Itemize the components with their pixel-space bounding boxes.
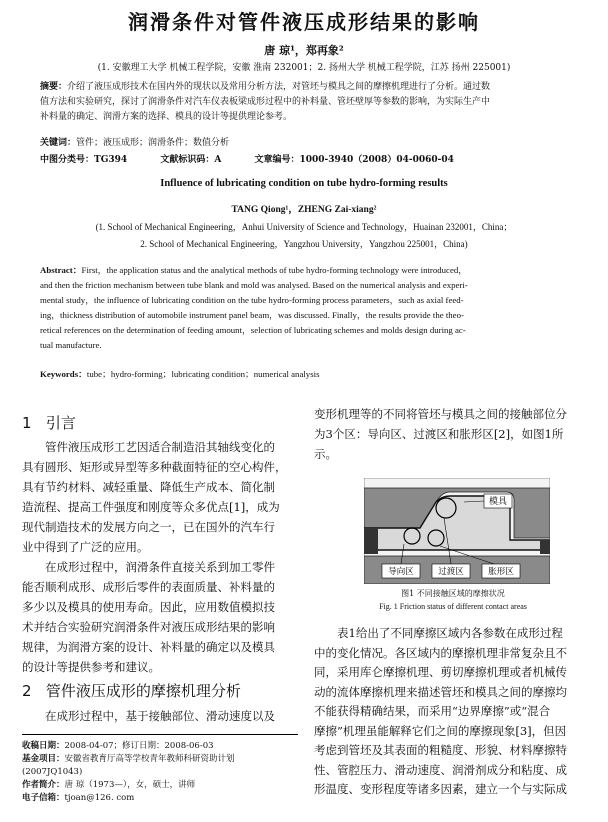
body-line: 变形机理等的不同将管坯与模具之间的接触部位分	[314, 407, 567, 421]
keywords-cn-text: 管件；液压成形；润滑条件；数值分析	[76, 138, 230, 148]
figure-1-diagram	[364, 478, 550, 584]
footnote-divider	[22, 734, 298, 735]
right-column-body	[314, 624, 592, 800]
paper-title-cn: 润滑条件对管件液压成形结果的影响	[128, 10, 480, 34]
body-line: 中的变化情况。各区域内的摩擦机理非常复杂且不	[314, 645, 567, 660]
body-line: 摩擦”机理虽能解释它们之间的摩擦现象[3]，但因	[314, 723, 567, 738]
zone-transition-label: 过渡区	[438, 567, 464, 577]
abstract-cn	[40, 80, 570, 125]
mold-label: 模具	[488, 497, 508, 507]
zone-bulge-label: 胀形区	[488, 567, 514, 577]
keywords-cn	[40, 136, 229, 151]
body-line: 示。	[314, 447, 337, 461]
right-column-intro	[314, 404, 592, 464]
body-line: 管件液压成形工艺因适合制造沿其轴线变化的	[45, 440, 275, 454]
axial-punch-right	[540, 540, 550, 554]
abstract-en	[40, 263, 570, 353]
classification-meta	[40, 152, 484, 165]
section-1-para-2	[22, 557, 298, 677]
body-line: 同，采用库仑摩擦机理、剪切摩擦机理或者机械传	[314, 665, 567, 679]
clc-number: 中图分类号：TG394	[40, 155, 128, 165]
affiliation-cn: (1. 安徽理工大学 机械工程学院，安徽 淮南 232001；2. 扬州大学 机械工程学院，江苏 扬州 225001)	[97, 63, 511, 73]
body-line: 现代制造技术的发展方向之一，已在国外的汽车行	[22, 520, 275, 534]
footnote-label: 电子信箱：	[22, 793, 65, 803]
body-line: 造流程、提高工件强度和刚度等众多优点[1]，成为	[22, 500, 280, 514]
keywords-en-text: tube；hydro-forming；lubricating condition；numerical analysis	[86, 369, 320, 379]
footnotes	[22, 740, 298, 805]
footnote-text: 2008-04-07；修订日期：2008-06-03	[64, 741, 214, 751]
section-title: 引言	[45, 414, 76, 432]
figure-1-caption-cn: 图1 不同接触区域的摩擦状况	[401, 589, 505, 598]
body-line: 规律，为润滑方案的设计、补料量的确定以及模具	[22, 640, 275, 654]
keywords-cn-label: 关键词：	[40, 138, 77, 148]
authors-en: TANG Qiong¹，ZHENG Zai-xiang²	[231, 205, 377, 215]
section-2-para-1: 在成形过程中，基于接触部位、滑动速度以及	[45, 709, 275, 723]
section-1-para-1	[22, 437, 298, 557]
abstract-en-line: and then the friction mechanism between tube blank and mold was analysed. Based on the numerical analysis and experi-	[40, 280, 468, 290]
abstract-en-line: retical references on the determination of feeding amount，selection of lubricating schemes and molds design during ac-	[40, 325, 466, 335]
body-line: 为3个区：导向区、过渡区和胀形区[2]，如图1所	[314, 427, 564, 441]
document-code: 文献标识码：A	[160, 155, 222, 165]
body-line: 多少以及模具的使用寿命。因此，应用数值模拟技	[22, 600, 275, 614]
keywords-en-label: Keywords：	[40, 369, 87, 379]
body-line: 性、管腔压力、滑动速度、润滑剂成分和粘度、成	[314, 762, 567, 777]
abstract-cn-line: 介绍了液压成形技术在国内外的现状以及常用分析方法，对管坯与模具之间的摩擦机理进行了分析。通过数	[67, 82, 491, 92]
section-number: 2	[22, 682, 32, 700]
body-line: 表1给出了不同摩擦区域内各参数在成形过程	[337, 626, 563, 640]
abstract-cn-line: 补料量的确定、润滑方案的选择、模具的设计等提供理论参考。	[40, 112, 293, 122]
body-line: 考虑到管坯及其表面的粗糙度、形貌、材料摩擦特	[314, 743, 567, 757]
keywords-en	[40, 367, 320, 380]
affiliation-en-line: 2. School of Mechanical Engineering，Yangzhou University，Yangzhou 225001，China)	[140, 239, 468, 249]
abstract-en-label: Abstract：	[40, 265, 82, 275]
body-line: 具有节约材料、减轻重量、降低生产成本、简化制	[22, 480, 275, 494]
section-2-heading	[22, 680, 241, 701]
section-title: 管件液压成形的摩擦机理分析	[45, 682, 241, 700]
body-line: 动的流体摩擦机理来描述管坯和模具之间的摩擦均	[314, 684, 567, 699]
zone-guide-label: 导向区	[388, 567, 414, 577]
footnote-label: 基金项目：	[22, 754, 65, 764]
body-line: 业中得到了广泛的应用。	[22, 540, 149, 554]
body-line: 不能获得精确结果，而采用“边界摩擦”或“混合	[314, 704, 551, 718]
body-line: 能否顺利成形、成形后零件的表面质量、补料量的	[22, 580, 275, 594]
body-line: 形温度、变形程度等诸多因素，建立一个与实际成	[314, 782, 567, 796]
footnote-text: tjoan@126. com	[64, 793, 135, 803]
affiliation-en-line: (1. School of Mechanical Engineering，Anhui University of Science and Technology，Huainan 232001，China；	[95, 222, 513, 232]
abstract-cn-line: 值方法和实验研究，探讨了润滑条件对汽车仪表板梁成形过程中的补料量、管坯壁厚等参数的影响，为实际生产中	[40, 97, 491, 107]
footnote-text: 唐 琼（1973—），女，硕士，讲师	[64, 780, 196, 790]
figure-1-caption-en: Fig. 1 Friction status of different contact areas	[379, 602, 527, 611]
abstract-en-line: First，the application status and the analytical methods of tube hydro-forming technology were introduced，	[81, 265, 468, 275]
abstract-en-line: tual manufacture.	[40, 340, 102, 350]
paper-title-en: Influence of lubricating condition on tube hydro-forming results	[160, 178, 448, 189]
abstract-en-line: ing，thickness distribution of automobile instrument panel beam，was discussed. Finally，the results provide the theo-	[40, 310, 464, 320]
authors-cn: 唐 琼¹，郑再象²	[264, 44, 344, 57]
abstract-cn-label: 摘要：	[40, 82, 68, 92]
section-number: 1	[22, 414, 32, 432]
footnote-text: 安徽省教育厅高等学校青年教师科研资助计划	[64, 754, 235, 764]
axial-punch	[364, 528, 378, 554]
section-1-heading	[22, 412, 76, 433]
footnote-text: (2007JQ1043)	[22, 767, 83, 777]
abstract-en-line: mental study，the influence of lubricating condition on the tube hydro-forming process parameters，such as axial feed-	[40, 295, 464, 305]
body-line: 的设计等提供参考和建议。	[22, 660, 160, 674]
body-line: 具有圆形、矩形或异型等多种截面特征的空心构件，	[22, 460, 287, 474]
footnote-label: 收稿日期：	[22, 741, 65, 751]
body-line: 术并结合实验研究润滑条件对液压成形结果的影响	[22, 620, 275, 634]
article-number: 文章编号：1000-3940（2008）04-0060-04	[254, 155, 454, 165]
body-line: 在成形过程中，润滑条件直接关系到加工零件	[45, 560, 275, 574]
footnote-label: 作者简介：	[22, 780, 65, 790]
